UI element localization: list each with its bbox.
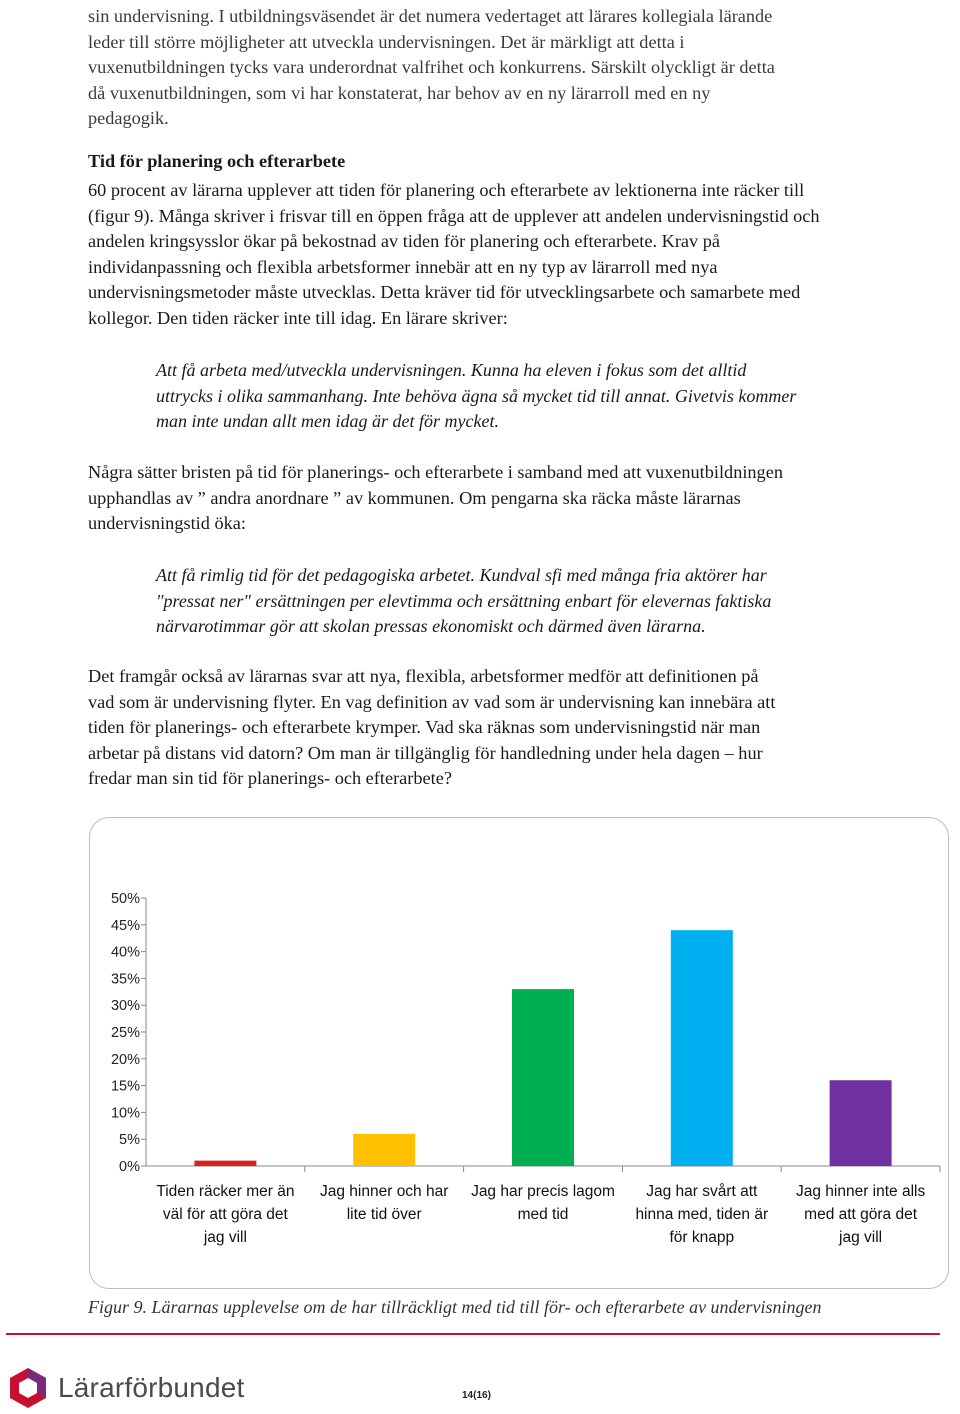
bar-3: [512, 989, 574, 1166]
paragraph-line: arbetar på distans vid datorn? Om man är tillgänglig för handledning under hela dagen – hur: [88, 742, 763, 763]
logo-text: Lärarförbundet: [58, 1372, 245, 1403]
x-category-label: Tiden räcker mer än: [156, 1183, 295, 1200]
quote-line: uttrycks i olika sammanhang. Inte behöva ägna så mycket tid till annat. Givetvis kommer: [156, 385, 797, 406]
y-tick-label: 5%: [119, 1132, 140, 1149]
lararforbundet-logo: [8, 1366, 244, 1410]
y-tick-label: 15%: [110, 1078, 140, 1095]
bar-4: [671, 930, 733, 1166]
quote-line: Att få rimlig tid för det pedagogiska arbetet. Kundval sfi med många fria aktörer har: [156, 565, 767, 585]
bar-2: [353, 1134, 415, 1166]
paragraph-line: undervisningstid öka:: [88, 513, 246, 534]
paragraph-line: vuxenutbildningen tycks vara underordnat valfrihet och konkurrens. Särskilt olyckligt är detta: [88, 57, 775, 78]
paragraph-line: pedagogik.: [88, 108, 169, 129]
footer-rule: [6, 1333, 940, 1335]
paragraph-line: andelen kringsysslor ökar på bekostnad av tiden för planering och efterarbete. Krav på: [88, 231, 720, 252]
y-tick-label: 40%: [110, 944, 140, 961]
quote-teacher-2: [156, 563, 846, 640]
x-category-label: med att göra det: [804, 1206, 918, 1223]
x-category-label: med tid: [517, 1206, 569, 1223]
x-category-label: Jag hinner och har: [320, 1183, 449, 1200]
paragraph-line: tiden för planerings- och efterarbete krymper. Vad ska räknas som undervisningstid när man: [88, 717, 761, 738]
page-number: 14(16): [462, 1390, 491, 1401]
quote-line: man inte undan allt men idag är det för mycket.: [156, 411, 499, 432]
y-tick-label: 50%: [110, 891, 140, 907]
x-category-label: Jag har precis lagom: [471, 1183, 615, 1200]
y-tick-label: 20%: [110, 1051, 140, 1068]
paragraph-line: Det framgår också av lärarnas svar att nya, flexibla, arbetsformer medför att definitionen på: [88, 666, 759, 686]
x-category-label: väl för att göra det: [162, 1206, 288, 1223]
paragraph-intro: [88, 4, 938, 132]
paragraph-line: kollegor. Den tiden räcker inte till idag. En lärare skriver:: [88, 307, 508, 328]
paragraph-line: fredar man sin tid för planerings- och efterarbete?: [88, 768, 452, 789]
y-tick-label: 25%: [110, 1025, 140, 1041]
paragraph-planning: [88, 178, 938, 332]
quote-line: "pressat ner" ersättningen per elevtimma och ersättning enbart för elevernas faktiska: [156, 590, 772, 611]
lararforbundet-logo-icon: [8, 1366, 48, 1410]
quote-line: Att få arbeta med/utveckla undervisningen. Kunna ha eleven i fokus som det alltid: [156, 360, 747, 380]
y-tick-label: 45%: [110, 917, 140, 934]
figure-caption: Figur 9. Lärarnas upplevelse om de har tillräckligt med tid till för- och efterarbete av undervisningen: [88, 1297, 822, 1317]
x-category-label: Jag har svårt att: [646, 1183, 758, 1200]
paragraph-line: då vuxenutbildningen, som vi har konstaterat, har behov av en ny lärarroll med en ny: [88, 82, 711, 103]
paragraph-line: 60 procent av lärarna upplever att tiden för planering och efterarbete av lektionerna inte räcker till: [88, 180, 805, 200]
paragraph-line: sin undervisning. I utbildningsväsendet är det numera vedertaget att lärares kollegiala lärande: [88, 6, 773, 26]
y-tick-label: 10%: [110, 1105, 140, 1122]
paragraph-line: leder till större möjligheter att utveckla undervisningen. Det är märkligt att detta i: [88, 31, 685, 52]
y-tick-label: 30%: [110, 998, 140, 1015]
x-category-label: för knapp: [669, 1229, 735, 1246]
x-category-label: lite tid över: [346, 1206, 422, 1223]
paragraph-line: undervisningsmetoder måste utvecklas. Detta kräver tid för utvecklingsarbete och samarbete med: [88, 282, 801, 303]
paragraph-line: upphandlas av ” andra anordnare ” av kommunen. Om pengarna ska räcka måste lärarnas: [88, 487, 741, 508]
y-tick-label: 0%: [119, 1159, 140, 1175]
bar-1: [194, 1161, 256, 1166]
section-heading: Tid för planering och efterarbete: [88, 151, 346, 171]
y-tick-label: 35%: [110, 971, 140, 988]
quote-teacher-1: [156, 358, 846, 435]
paragraph-line: vad som är undervisning flyter. En vag definition av vad som är undervisning kan innebära att: [88, 691, 776, 712]
x-category-label: Jag hinner inte alls: [795, 1183, 926, 1200]
paragraph-line: individanpassning och flexibla arbetsformer innebär att en ny typ av lärarroll med nya: [88, 256, 718, 277]
paragraph-line: Några sätter bristen på tid för planerings- och efterarbete i samband med att vuxenutbildningen: [88, 462, 783, 482]
paragraph-line: (figur 9). Många skriver i frisvar till en öppen fråga att de upplever att andelen undervisningstid och: [88, 205, 820, 226]
x-category-label: jag vill: [203, 1229, 247, 1246]
quote-line: närvarotimmar gör att skolan pressas ekonomiskt och därmed även lärarna.: [156, 616, 706, 637]
figure-9-chart-frame: [89, 817, 949, 1289]
paragraph-definition: [88, 664, 938, 792]
bar-5: [830, 1080, 892, 1166]
x-category-label: jag vill: [839, 1229, 883, 1246]
x-category-label: hinna med, tiden är: [635, 1206, 769, 1223]
paragraph-procurement: [88, 460, 938, 537]
bar-chart: [90, 818, 950, 1290]
